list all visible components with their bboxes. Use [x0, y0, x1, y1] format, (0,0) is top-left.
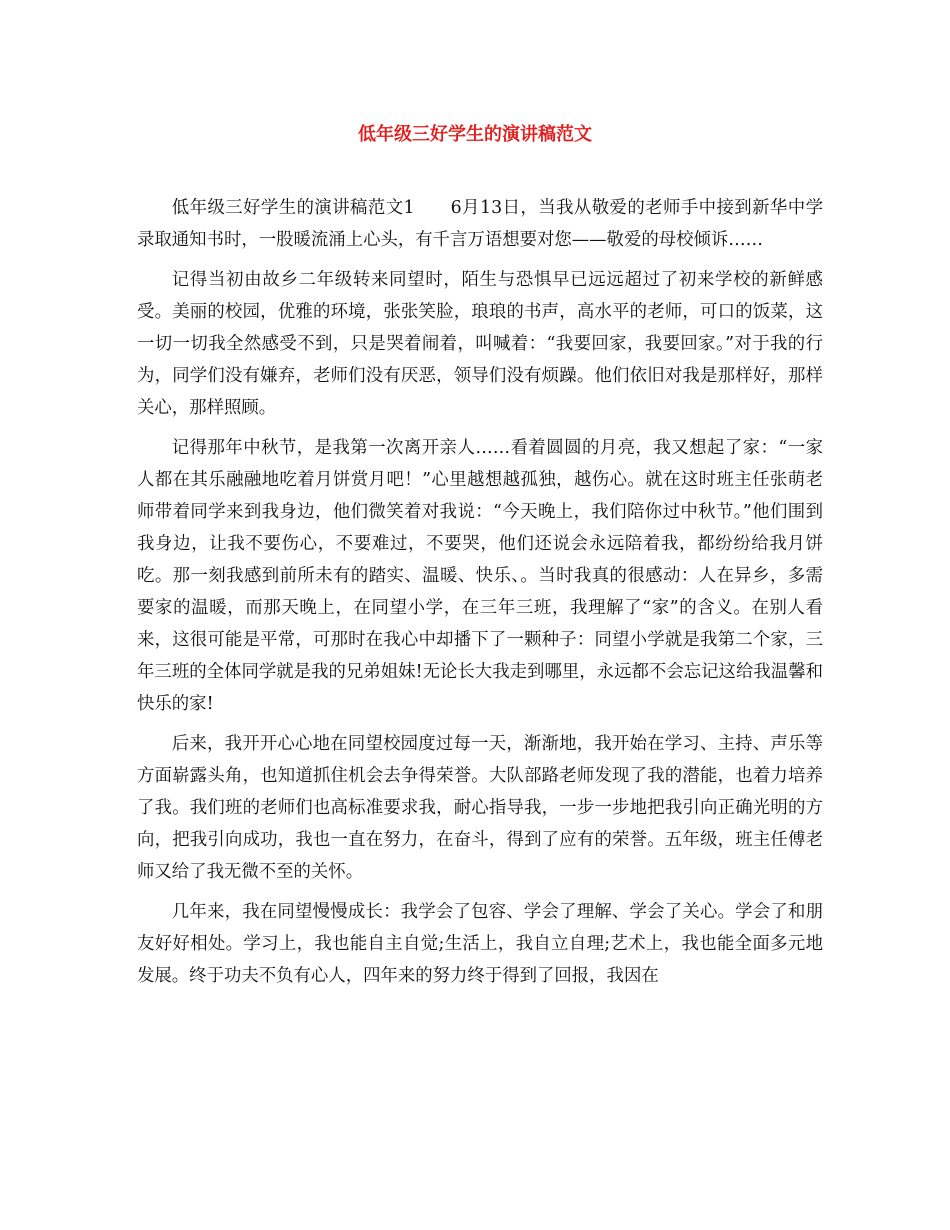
paragraph-1: 低年级三好学生的演讲稿范文1 6月13日，当我从敬爱的老师手中接到新华中学录取通知书时，一股暖流涌上心头，有千言万语想要对您——敬爱的母校倾诉…… [137, 198, 823, 250]
document-title: 低年级三好学生的演讲稿范文 [358, 124, 592, 145]
paragraph-2: 记得当初由故乡二年级转来同望时，陌生与恐惧早已远远超过了初来学校的新鲜感受。美丽的校园，优雅的环境，张张笑脸，琅琅的书声，高水平的老师，可口的饭菜，这一切一切我全然感受不到，只是哭着闹着，叫喊着：“我要回家，我要回家。”对于我的行为，同学们没有嫌弃，老师们没有厌恶，领导们没有烦躁。他们依旧对我是那样好，那样关心，那样照顾。 [137, 270, 823, 418]
paragraph-4: 后来，我开开心心地在同望校园度过每一天，渐渐地，我开始在学习、主持、声乐等方面崭露头角，也知道抓住机会去争得荣誉。大队部路老师发现了我的潜能，也着力培养了我。我们班的老师们也高标准要求我，耐心指导我，一步一步地把我引向正确光明的方向，把我引向成功，我也一直在努力，在奋斗，得到了应有的荣誉。五年级，班主任傅老师又给了我无微不至的关怀。 [137, 734, 823, 882]
document-body [137, 192, 823, 1000]
paragraph-3: 记得那年中秋节，是我第一次离开亲人……看着圆圆的月亮，我又想起了家：“一家人都在其乐融融地吃着月饼赏月吧！”心里越想越孤独，越伤心。就在这时班主任张萌老师带着同学来到我身边，他们微笑着对我说：“今天晚上，我们陪你过中秋节。”他们围到我身边，让我不要伤心，不要难过，不要哭，他们还说会永远陪着我，都纷纷给我月饼吃。那一刻我感到前所未有的踏实、温暖、快乐、。当时我真的很感动：人在异乡，多需要家的温暖，而那天晚上，在同望小学，在三年三班，我理解了“家”的含义。在别人看来，这很可能是平常，可那时在我心中却播下了一颗种子：同望小学就是我第二个家，三年三班的全体同学就是我的兄弟姐妹!无论长大我走到哪里，永远都不会忘记这给我温馨和快乐的家! [137, 438, 823, 714]
paragraph-5: 几年来，我在同望慢慢成长：我学会了包容、学会了理解、学会了关心。学会了和朋友好好相处。学习上，我也能自主自觉;生活上，我自立自理;艺术上，我也能全面多元地发展。终于功夫不负有心人，四年来的努力终于得到了回报，我因在 [137, 902, 823, 986]
